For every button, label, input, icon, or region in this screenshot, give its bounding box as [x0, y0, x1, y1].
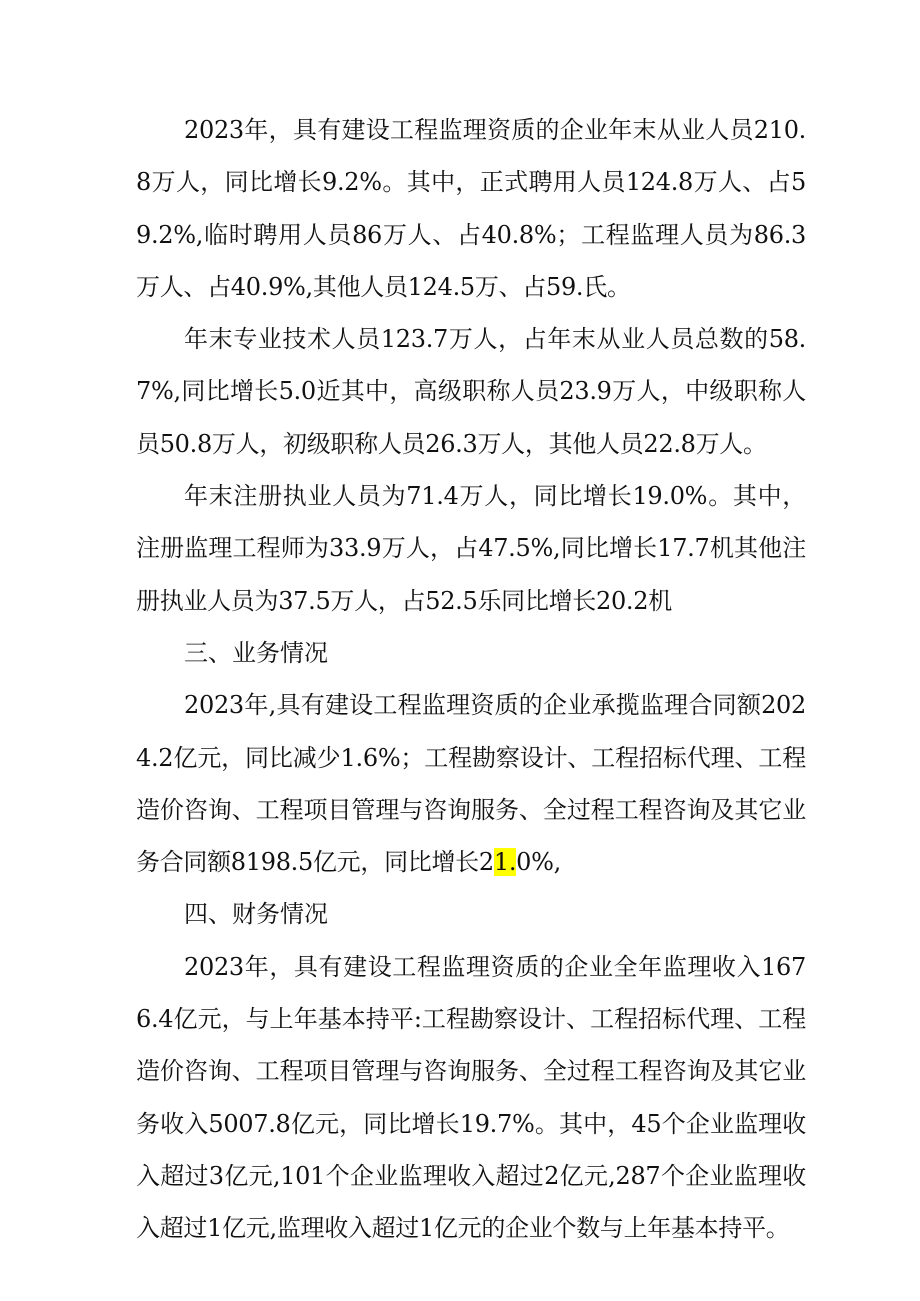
section-heading-business: 三、业务情况	[184, 638, 328, 667]
business-text-after: 0%,	[516, 848, 561, 877]
paragraph-staff-totals: 2023年，具有建设工程监理资质的企业年末从业人员210.8万人，同比增长9.2%。其中，正式聘用人员124.8万人、占59.2%,临时聘用人员86万人、占40.8%；工程监理人员为86.3万人、占40.9%,其他人员124.5万、占59.氏。	[136, 116, 806, 301]
highlighted-text: 1.	[493, 848, 517, 877]
document-page	[136, 104, 806, 1255]
paragraph-registered-staff: 年末注册执业人员为71.4万人，同比增长19.0%。其中，注册监理工程师为33.9万人，占47.5%,同比增长17.7机其他注册执业人员为37.5万人，占52.5乐同比增长20.2机	[136, 482, 806, 615]
section-heading-finance: 四、财务情况	[184, 900, 328, 929]
paragraph-business	[136, 679, 806, 888]
paragraph-finance: 2023年，具有建设工程监理资质的企业全年监理收入1676.4亿元，与上年基本持平:工程勘察设计、工程招标代理、工程造价咨询、工程项目管理与咨询服务、全过程工程咨询及其它业务收入5007.8亿元，同比增长19.7%。其中，45个企业监理收入超过3亿元,101个企业监理收入超过2亿元,287个企业监理收入超过1亿元,监理收入超过1亿元的企业个数与上年基本持平。	[136, 952, 806, 1243]
paragraph-technical-staff: 年末专业技术人员123.7万人，占年末从业人员总数的58.7%,同比增长5.0近其中，高级职称人员23.9万人，中级职称人员50.8万人，初级职称人员26.3万人，其他人员22.8万人。	[136, 325, 806, 458]
business-text-before: 2023年,具有建设工程监理资质的企业承揽监理合同额2024.2亿元，同比减少1.6%；工程勘察设计、工程招标代理、工程造价咨询、工程项目管理与咨询服务、全过程工程咨询及其它业务合同额8198.5亿元，同比增长2	[136, 691, 806, 877]
